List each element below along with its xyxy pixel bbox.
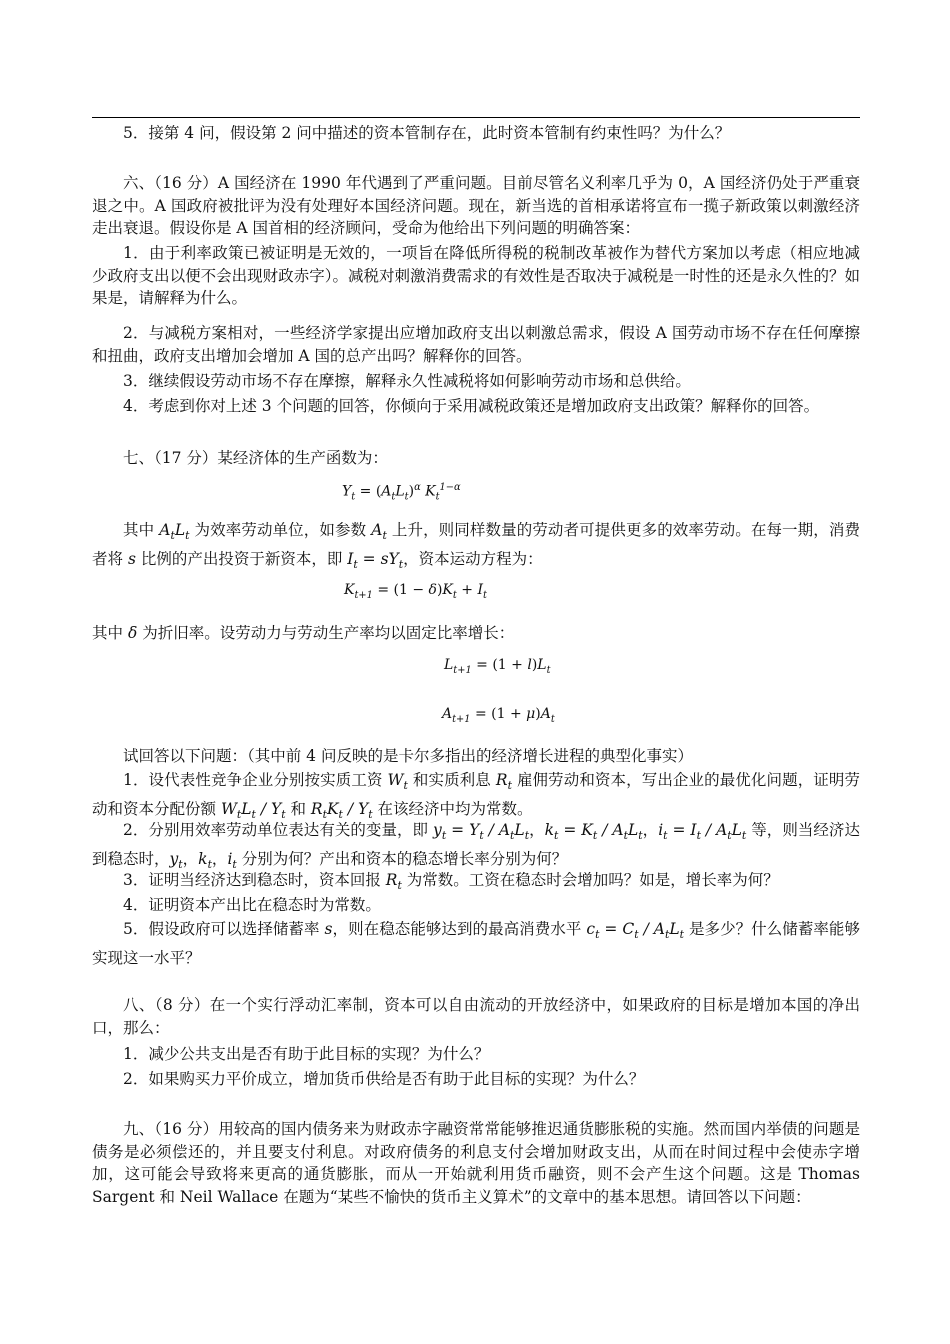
q7-paragraph-2: 其中 δ 为折旧率。设劳动力与劳动生产率均以固定比率增长： [92,624,515,642]
q7-item-1: 1．设代表性竞争企业分别按实质工资 $W_t$ 和实质利息 $R_t$ 雇佣劳动和资本，写出企业的最优化问题，证明劳动和资本分配份额 $W_tL_t / Y_t$ 和 $R_tK_t / Y_t$ 在该经济中均为常数。 [92,771,860,821]
q8-intro: 八、（8 分）在一个实行浮动汇率制，资本可以自由流动的开放经济中，如果政府的目标是增加本国的净出口，那么： [92,996,860,1037]
q6-intro: 六、（16 分）A 国经济在 1990 年代遇到了严重问题。目前尽管名义利率几乎为 0，A 国经济仍处于严重衰退之中。A 国政府被批评为没有处理好本国经济问题。现在，新当选的首相承诺将宣布一揽子新政策以刺激经济走出衰退。假设你是 A 国首相的经济顾问，受命为他给出下列问题的明确答案： [92,174,860,238]
q7-item-2: 2．分别用效率劳动单位表达有关的变量，即 $y_t = Y_t / A_tL_t$，$k_t = K_t / A_tL_t$，$i_t = I_t / A_tL_t$ 等，则当经济达到稳态时，$y_t$，$k_t$，$i_t$ 分别为何？产出和资本的稳态增长率分别为何？ [92,821,860,871]
q6-item-2: 2．与减税方案相对，一些经济学家提出应增加政府支出以刺激总需求，假设 A 国劳动市场不存在任何摩擦和扭曲，政府支出增加会增加 A 国的总产出吗？解释你的回答。 [92,324,860,365]
q7-item-3: 3．证明当经济达到稳态时，资本回报 $R_t$ 为常数。工资在稳态时会增加吗？如是，增长率为何？ [123,871,779,893]
q7-item-4: 4．证明资本产出比在稳态时为常数。 [123,896,381,914]
q8-item-2: 2．如果购买力平价成立，增加货币供给是否有助于此目标的实现？为什么？ [123,1070,645,1088]
q7-item-5: 5．假设政府可以选择储蓄率 s，则在稳态能够达到的最高消费水平 $c_t = C_t / A_tL_t$ 是多少？什么储蓄率能够实现这一水平？ [92,920,860,967]
capital-motion-equation: $K_{t+1} = (1 - \delta)K_t + I_t$ [344,582,487,601]
production-function: $Y_t = (A_tL_t)^\alpha$ $K_t^{1-\alpha}$ [342,482,461,503]
q7-intro: 七、（17 分）某经济体的生产函数为： [123,449,388,467]
q6-item-4: 4．考虑到你对上述 3 个问题的回答，你倾向于采用减税政策还是增加政府支出政策？解释你的回答。 [123,397,820,415]
q6-item-1: 1．由于利率政策已被证明是无效的，一项旨在降低所得税的税制改革被作为替代方案加以考虑（相应地减少政府支出以便不会出现财政赤字）。减税对刺激消费需求的有效性是否取决于减税是一时性的还是永久性的？如果是，请解释为什么。 [92,244,860,308]
q9-intro: 九、（16 分）用较高的国内债务来为财政赤字融资常常能够推迟通货膨胀税的实施。然而国内举债的问题是债务是必须偿还的，并且要支付利息。对政府债务的利息支付会增加财政支出，从而在时间过程中会使赤字增加，这可能会导致将来更高的通货膨胀，而从一开始就利用货币融资，则不会产生这个问题。这是 Thomas Sargent 和 Neil Wallace 在题为“某些不愉快的货币主义算术”的文章中的基本思想。请回答以下问题： [92,1120,860,1206]
q8-item-1: 1．减少公共支出是否有助于此目标的实现？为什么？ [123,1045,490,1063]
q7-ask: 试回答以下问题：（其中前 4 问反映的是卡尔多指出的经济增长进程的典型化事实） [123,747,693,765]
q7-paragraph-1: 其中 $A_tL_t$ 为效率劳动单位，如参数 $A_t$ 上升，则同样数量的劳动者可提供更多的效率劳动。在每一期，消费者将 s 比例的产出投资于新资本，即 $I_t = sY_t$，资本运动方程为： [92,521,860,571]
labor-growth-equation: $L_{t+1} = (1 + l)L_t$ [444,657,551,676]
q5-previous-item: 5．接第 4 问，假设第 2 问中描述的资本管制存在，此时资本管制有约束性吗？为什么？ [123,124,731,142]
q6-item-3: 3．继续假设劳动市场不存在摩擦，解释永久性减税将如何影响劳动市场和总供给。 [123,372,691,390]
header-rule [92,117,860,118]
productivity-growth-equation: $A_{t+1} = (1 + \mu)A_t$ [442,706,555,725]
